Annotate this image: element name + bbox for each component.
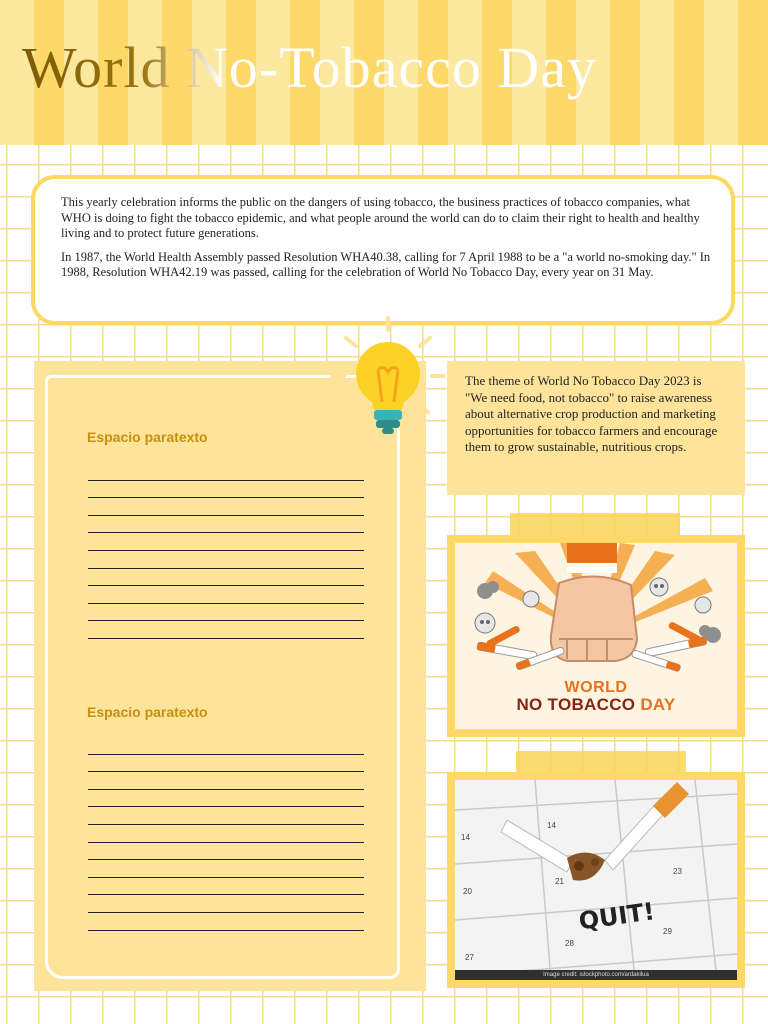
calendar-number: 14	[461, 833, 470, 842]
writing-line	[88, 569, 364, 587]
writing-line	[88, 860, 364, 878]
quit-calendar-photo	[455, 780, 737, 980]
header-banner	[0, 0, 768, 145]
poster-title-line2	[455, 695, 737, 715]
writing-line	[88, 913, 364, 931]
writing-line	[88, 825, 364, 843]
calendar-number: 28	[565, 939, 574, 948]
poster-title-line1: WORLD	[564, 679, 628, 696]
writing-lines-2	[88, 737, 364, 931]
lightbulb-icon	[330, 314, 446, 444]
image-credit: Image credit: istockphoto.com/ardakilua	[455, 970, 737, 980]
intro-paragraph-1: This yearly celebration informs the public on the dangers of using tobacco, the business practices of tobacco companies, what WHO is doing to fight the tobacco epidemic, and what people around the world can do to claim their right to health and healthy living and to protect future generations.	[61, 195, 700, 240]
intro-paragraph-2: In 1987, the World Health Assembly passed Resolution WHA40.38, calling for 7 April 1988 to be a "a world no-smoking day." In 1988, Resolution WHA42.19 was passed, calling for the celebration of World No Tobacco Day, every year on 31 May.	[61, 249, 711, 279]
writing-line	[88, 790, 364, 808]
section-title-1: Espacio paratexto	[87, 429, 208, 445]
writing-line	[88, 878, 364, 896]
writing-line	[88, 463, 364, 481]
writing-line	[88, 604, 364, 622]
writing-line	[88, 551, 364, 569]
intro-box	[31, 175, 735, 325]
writing-line	[88, 533, 364, 551]
poster-image	[455, 543, 737, 729]
writing-line	[88, 586, 364, 604]
broken-cigarette-on-calendar-illustration	[455, 780, 737, 980]
poster-title-no-tobacco: NO TOBACCO	[516, 695, 636, 714]
poster-title-day: DAY	[640, 695, 676, 714]
calendar-number: 27	[465, 953, 474, 962]
theme-box	[447, 361, 745, 495]
calendar-number: 20	[463, 887, 472, 896]
writing-line	[88, 481, 364, 499]
quit-handwriting: QUIT!	[577, 897, 657, 936]
photo-card	[447, 772, 745, 988]
writing-line	[88, 498, 364, 516]
writing-line	[88, 621, 364, 639]
writing-line	[88, 755, 364, 773]
calendar-number: 29	[663, 927, 672, 936]
poster-card	[447, 535, 745, 737]
writing-line	[88, 895, 364, 913]
calendar-number: 23	[673, 867, 682, 876]
theme-text: The theme of World No Tobacco Day 2023 is "We need food, not tobacco" to raise awareness about alternative crop production and marketing opportunities for tobacco farmers and encourage them to grow sustainable, nutritious crops.	[465, 373, 718, 454]
writing-line	[88, 772, 364, 790]
writing-line	[88, 843, 364, 861]
writing-line	[88, 807, 364, 825]
notes-panel	[34, 361, 426, 991]
writing-lines-1	[88, 463, 364, 639]
calendar-number: 21	[555, 877, 564, 886]
page-title: World No-Tobacco Day	[22, 35, 597, 100]
section-title-2: Espacio paratexto	[87, 704, 208, 720]
calendar-number: 14	[547, 821, 556, 830]
writing-line	[88, 516, 364, 534]
writing-line	[88, 737, 364, 755]
